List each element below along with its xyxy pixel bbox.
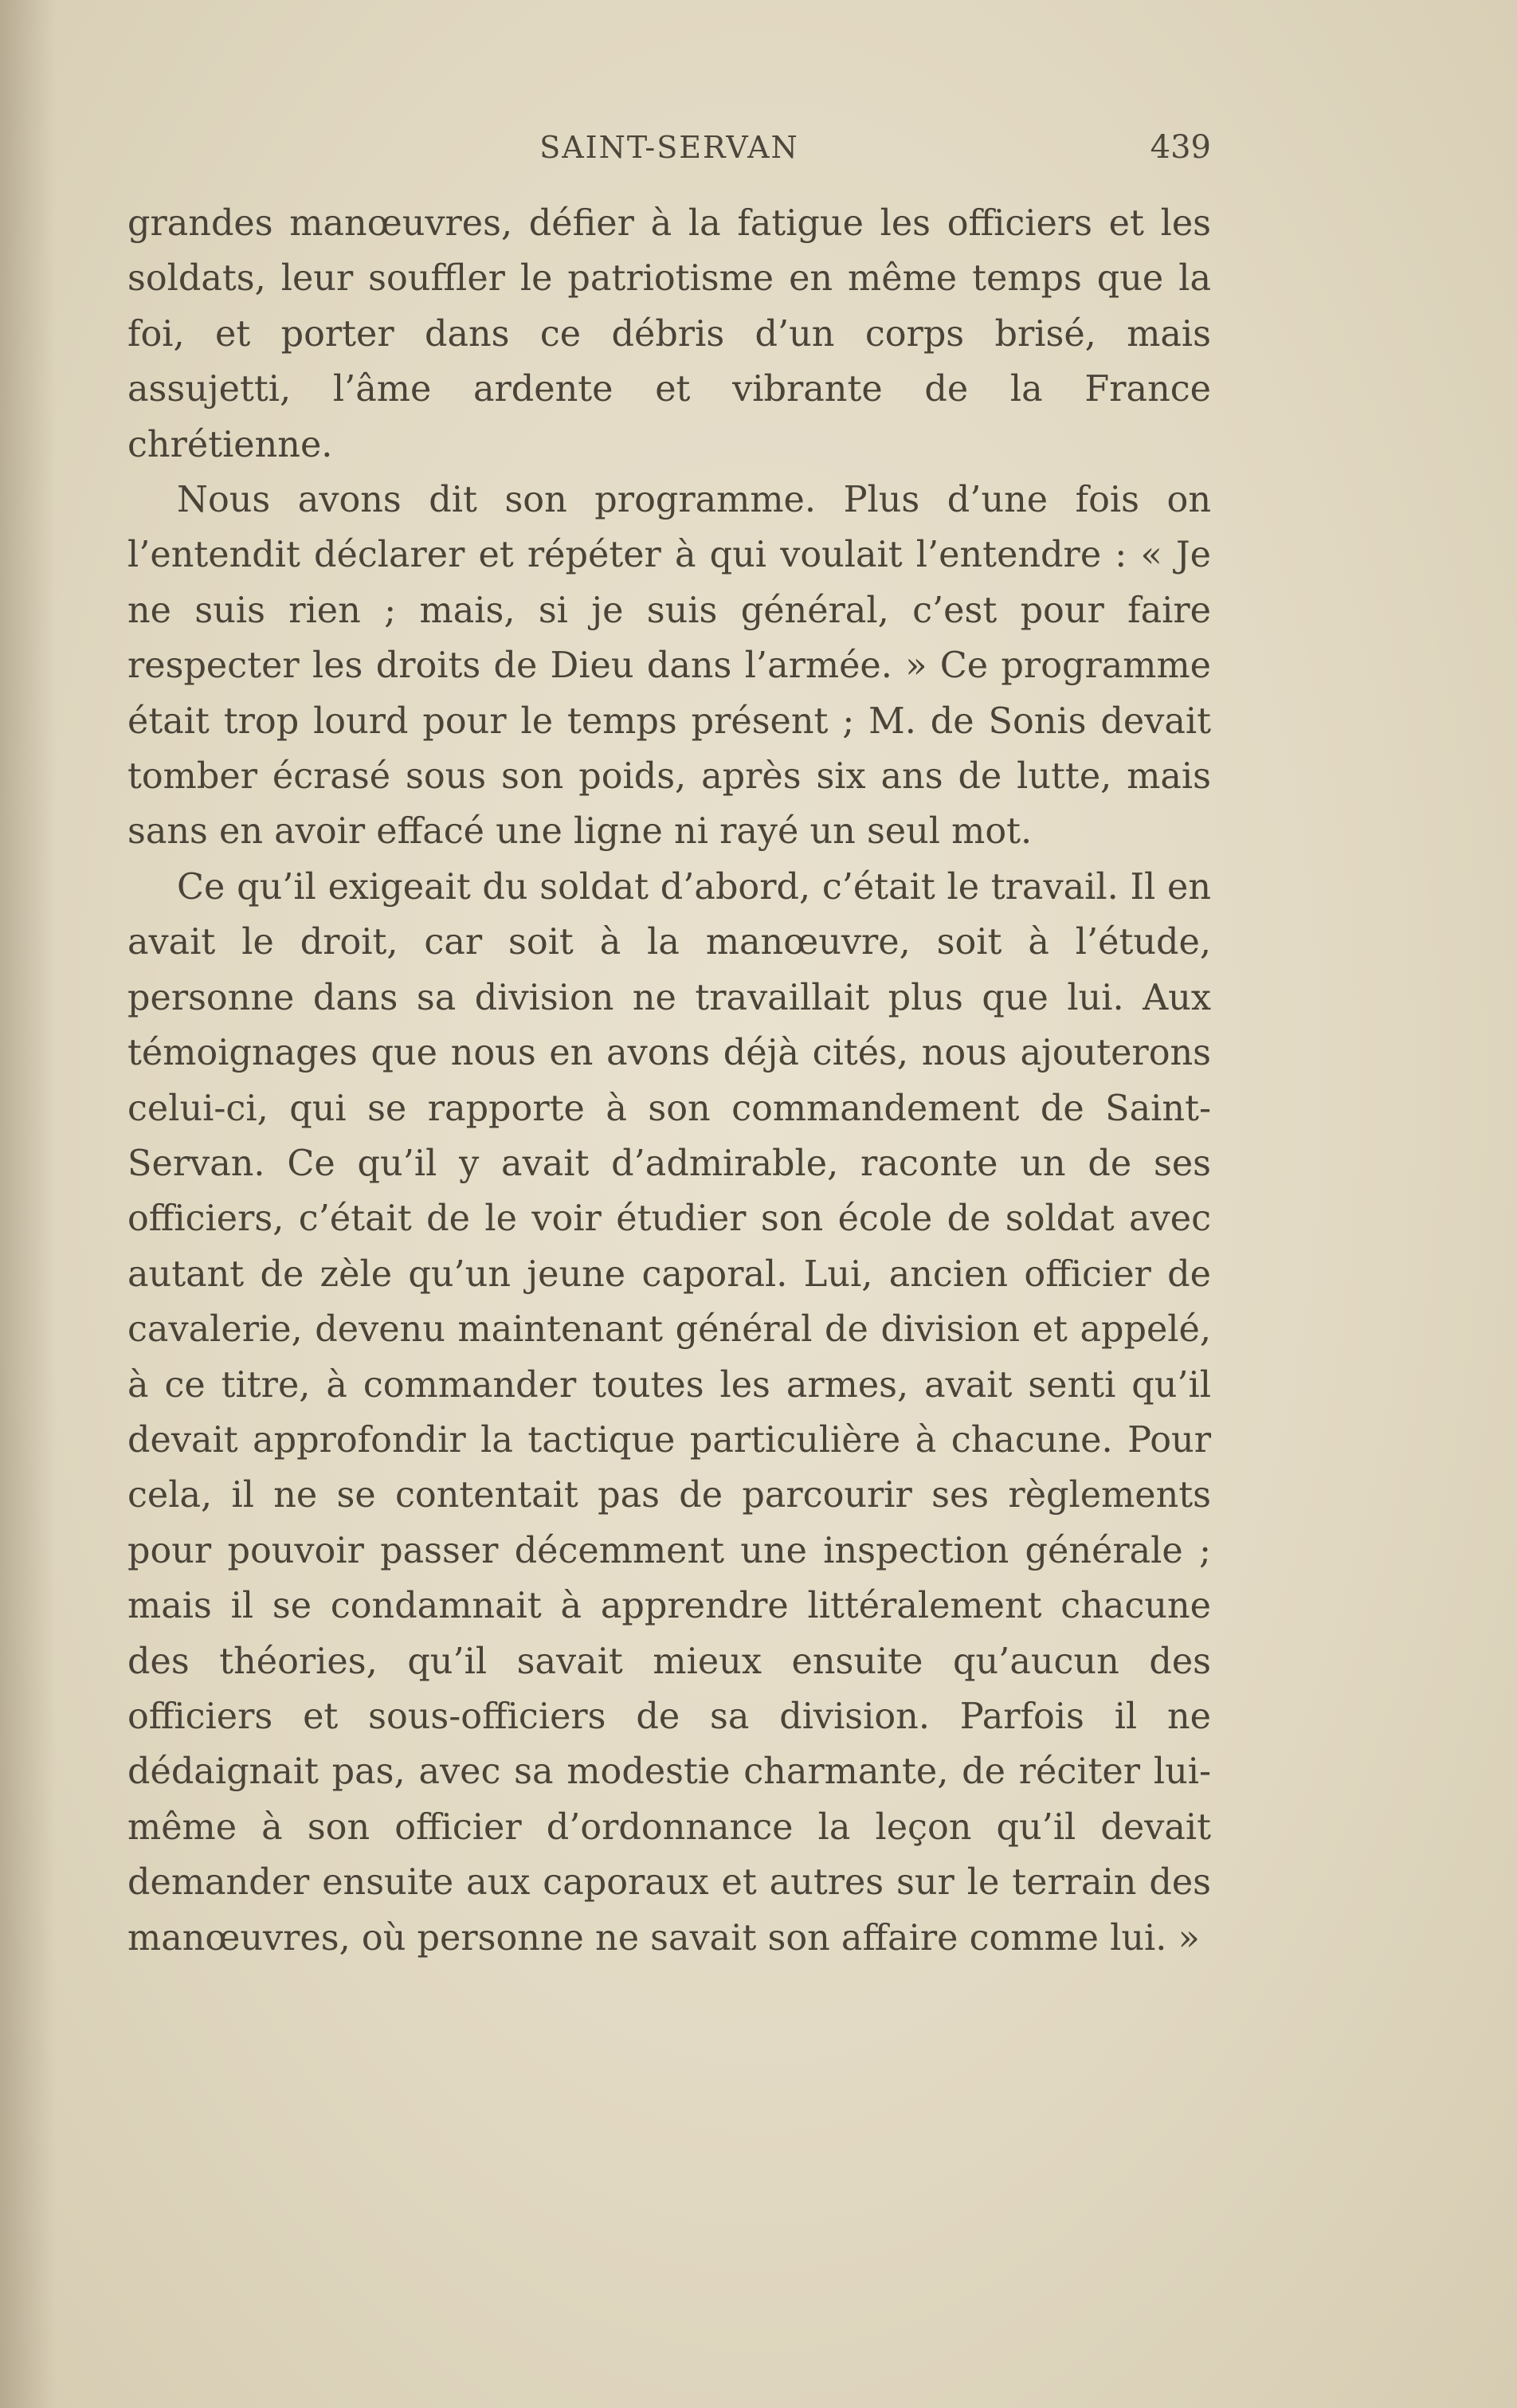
paragraph-continued: grandes manœuvres, défier à la fatigue les officiers et les soldats, leur souffler le patriotisme en même temps que la foi, et porter dans ce débris d’un corps brisé, mais assujetti, l’âme ardente et vibrante de la France chrétienne. [127, 203, 1211, 465]
paragraph: Nous avons dit son programme. Plus d’une fois on l’entendit déclarer et répéter à qui voulait l’entendre : « Je ne suis rien ; mais, si je suis général, c’est pour faire respecter les droits de Dieu dans l’armée. » Ce programme était trop lourd pour le temps présent ; M. de Sonis devait tomber écrasé sous son poids, après six ans de lutte, mais sans en avoir effacé une ligne ni rayé un seul mot. [127, 480, 1211, 853]
body-text [127, 196, 1211, 1966]
page-number: 439 [1150, 129, 1211, 166]
running-header [127, 120, 1211, 175]
running-title: SAINT-SERVAN [539, 130, 799, 165]
binding-shadow [0, 0, 56, 2408]
paragraph: Ce qu’il exigeait du soldat d’abord, c’était le travail. Il en avait le droit, car soit à la manœuvre, soit à l’étude, personne dans sa division ne travaillait plus que lui. Aux témoignages que nous en avons déjà cités, nous ajouterons celui-ci, qui se rapporte à son commandement de Saint-Servan. Ce qu’il y avait d’admirable, raconte un de ses officiers, c’était de le voir étudier son école de soldat avec autant de zèle qu’un jeune caporal. Lui, ancien officier de cavalerie, devenu maintenant général de division et appelé, à ce titre, à commander toutes les armes, avait senti qu’il devait approfondir la tactique particulière à chacune. Pour cela, il ne se contentait pas de parcourir ses règlements pour pouvoir passer décemment une inspection générale ; mais il se condamnait à apprendre littéralement chacune des théories, qu’il savait mieux ensuite qu’aucun des officiers et sous-officiers de sa division. Parfois il ne dédaignait pas, avec sa modestie charmante, de réciter lui-même à son officier d’ordonnance la leçon qu’il devait demander ensuite aux caporaux et autres sur le terrain des manœuvres, où personne ne savait son affaire comme lui. » [127, 866, 1211, 1959]
